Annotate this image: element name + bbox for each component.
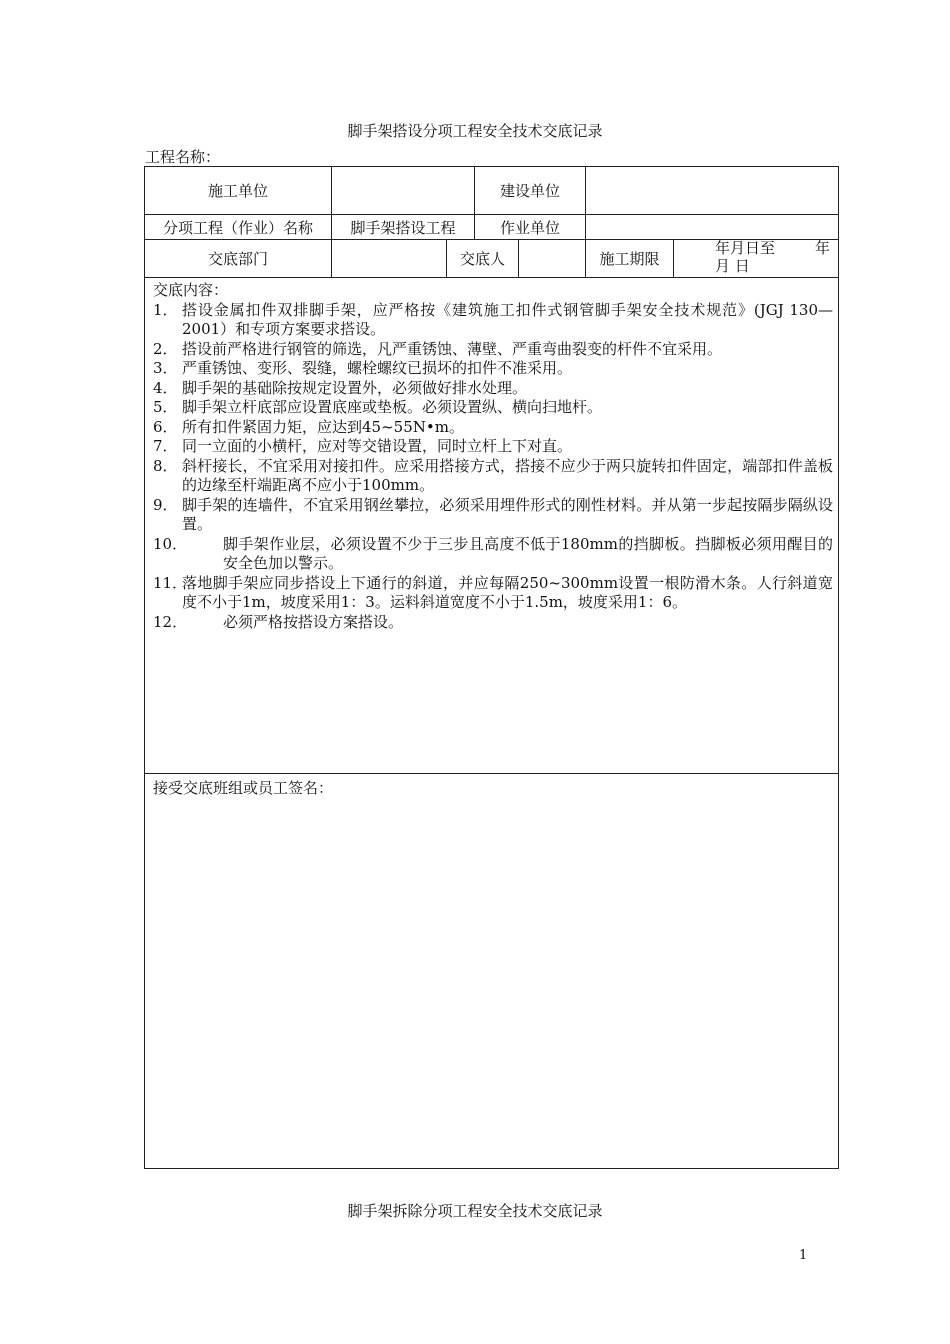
disclosure-content (153, 281, 833, 632)
item-number: 10． (153, 534, 188, 553)
item-number: 9． (153, 495, 178, 514)
item-number: 1． (153, 300, 178, 319)
dept-label: 交底部门 (207, 250, 268, 268)
list-item (153, 398, 833, 418)
list-item (153, 379, 833, 399)
signature-label: 接受交底班组或员工签名： (153, 779, 334, 797)
item-text: 落地脚手架应同步搭设上下通行的斜道，并应每隔250~300mm设置一根防滑木条。人行斜道宽度不小于1m，坡度采用1：3。运料斜道宽度不小于1.5m，坡度采用1：6。 (182, 573, 833, 611)
list-item (153, 457, 833, 496)
item-text: 脚手架的基础除按规定设置外，必须做好排水处理。 (182, 378, 528, 397)
list-item (153, 496, 833, 535)
list-item (153, 359, 833, 379)
item-text: 同一立面的小横杆，应对等交错设置，同时立杆上下对直。 (182, 437, 573, 455)
sub-project-label: 分项工程（作业）名称 (162, 218, 313, 237)
disclosure-table (144, 166, 839, 1169)
item-text: 脚手架作业层，必须设置不少于三步且高度不低于180mm的挡脚板。挡脚板必须用醒目的安全色加以警示。 (223, 534, 833, 572)
construction-unit-field[interactable] (332, 167, 474, 214)
item-text: 必须严格按搭设方案搭设。 (223, 612, 404, 631)
item-number: 5． (153, 398, 178, 416)
list-item (153, 574, 833, 613)
column-divider (673, 239, 674, 277)
item-text: 斜杆接长，不宜采用对接扣件。应采用搭接方式，搭接不应少于两只旋转扣件固定，端部扣件盖板的边缘至杆端距离不应小于100mm。 (182, 456, 833, 494)
period-text-b: 年 (814, 239, 830, 257)
dept-field[interactable] (332, 240, 446, 277)
list-item (153, 535, 833, 574)
person-label: 交底人 (459, 250, 505, 268)
period-text-a: 年月日至 (715, 239, 776, 257)
content-heading: 交底内容： (153, 281, 229, 299)
list-item (153, 418, 833, 438)
item-text: 所有扣件紧固力矩，应达到45~55N•m。 (182, 417, 464, 436)
item-text: 脚手架立杆底部应设置底座或垫板。必须设置纵、横向扫地杆。 (182, 398, 603, 416)
item-number: 6． (153, 417, 178, 436)
sub-project-field[interactable]: 脚手架搭设工程 (350, 218, 456, 237)
owner-unit-label: 建设单位 (499, 182, 560, 200)
document-title: 脚手架搭设分项工程安全技术交底记录 (347, 122, 603, 140)
item-number: 12． (153, 612, 188, 631)
item-number: 4． (153, 378, 178, 397)
item-number: 8． (153, 456, 178, 475)
item-text: 严重锈蚀、变形、裂缝，螺栓螺纹已损坏的扣件不准采用。 (182, 359, 573, 377)
person-field[interactable] (519, 240, 585, 277)
item-number: 11． (153, 573, 188, 592)
period-text-c: 月 日 (715, 257, 750, 275)
project-name-label: 工程名称： (145, 148, 221, 166)
second-document-title: 脚手架拆除分项工程安全技术交底记录 (347, 1202, 603, 1220)
item-number: 3． (153, 359, 178, 377)
list-item (153, 613, 833, 633)
item-number: 2． (153, 339, 178, 358)
construction-unit-label: 施工单位 (207, 182, 268, 200)
row-divider (145, 277, 838, 278)
owner-unit-field[interactable] (586, 167, 838, 214)
item-text: 搭设金属扣件双排脚手架，应严格按《建筑施工扣件式钢管脚手架安全技术规范》(JGJ 130—2001）和专项方案要求搭设。 (182, 300, 833, 338)
item-text: 脚手架的连墙件，不宜采用钢丝攀拉，必须采用埋件形式的刚性材料。并从第一步起按隔步隔纵设置。 (182, 495, 833, 533)
list-item (153, 437, 833, 457)
work-unit-field[interactable] (586, 215, 838, 239)
period-label: 施工期限 (599, 250, 660, 268)
item-number: 7． (153, 437, 178, 455)
item-text: 搭设前严格进行钢管的筛选，凡严重锈蚀、薄壁、严重弯曲裂变的杆件不宜采用。 (182, 339, 723, 358)
list-item (153, 340, 833, 360)
work-unit-label: 作业单位 (499, 218, 560, 237)
list-item (153, 301, 833, 340)
period-field[interactable] (715, 239, 830, 275)
row-divider (145, 773, 838, 774)
page-number: 1 (799, 1248, 808, 1263)
